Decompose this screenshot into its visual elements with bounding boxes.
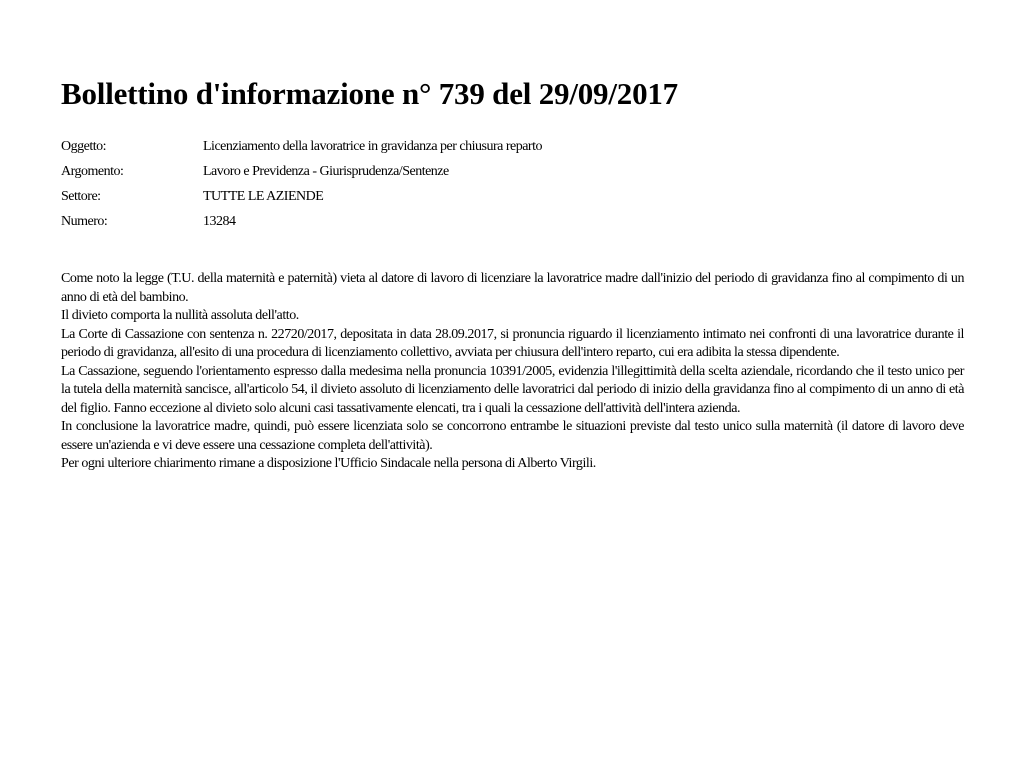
- meta-label: Settore:: [61, 189, 101, 204]
- meta-label: Oggetto:: [61, 139, 106, 154]
- body-paragraph: Come noto la legge (T.U. della maternità e paternità) vieta al datore di lavoro di licenziare la lavoratrice madre dall'inizio del periodo di gravidanza fino al compimento di un anno di età del bambino.: [61, 271, 964, 305]
- meta-value: Licenziamento della lavoratrice in gravidanza per chiusura reparto: [203, 139, 542, 154]
- body-paragraph: Per ogni ulteriore chiarimento rimane a disposizione l'Ufficio Sindacale nella persona di Alberto Virgili.: [61, 456, 596, 471]
- meta-value: Lavoro e Previdenza - Giurisprudenza/Sentenze: [203, 164, 449, 179]
- meta-label: Numero:: [61, 214, 108, 229]
- body-paragraph: La Cassazione, seguendo l'orientamento espresso dalla medesima nella pronuncia 10391/2005, evidenzia l'illegittimità della scelta aziendale, ricordando che il testo unico per la tutela della maternità sancisce, all'articolo 54, il divieto assoluto di licenziamento delle lavoratrici dal periodo di inizio della gravidanza fino al compimento di un anno di età del figlio. Fanno eccezione al divieto solo alcuni casi tassativamente elencati, tra i quali la cessazione dell'attività dell'intera azienda.: [61, 363, 964, 416]
- meta-value: 13284: [203, 214, 236, 229]
- meta-row-argomento: [61, 159, 964, 184]
- body-paragraph: In conclusione la lavoratrice madre, quindi, può essere licenziata solo se concorrono entrambe le situazioni previste dal testo unico sulla maternità (il datore di lavoro deve essere un'azienda e vi deve essere una cessazione completa dell'attività).: [61, 419, 964, 453]
- body-paragraph: La Corte di Cassazione con sentenza n. 22720/2017, depositata in data 28.09.2017, si pronuncia riguardo il licenziamento intimato nei confronti di una lavoratrice durante il periodo di gravidanza, all'esito di una procedura di licenziamento collettivo, avviata per chiusura dell'intero reparto, cui era adibita la stessa dipendente.: [61, 326, 964, 360]
- meta-row-oggetto: [61, 134, 964, 159]
- body-paragraph: Il divieto comporta la nullità assoluta dell'atto.: [61, 308, 299, 323]
- meta-label: Argomento:: [61, 164, 124, 179]
- article-body: [61, 270, 964, 474]
- meta-value: TUTTE LE AZIENDE: [203, 189, 324, 204]
- meta-row-numero: [61, 209, 964, 234]
- page-title: Bollettino d'informazione n° 739 del 29/09/2017: [61, 76, 678, 111]
- metadata-table: [61, 134, 964, 234]
- meta-row-settore: [61, 184, 964, 209]
